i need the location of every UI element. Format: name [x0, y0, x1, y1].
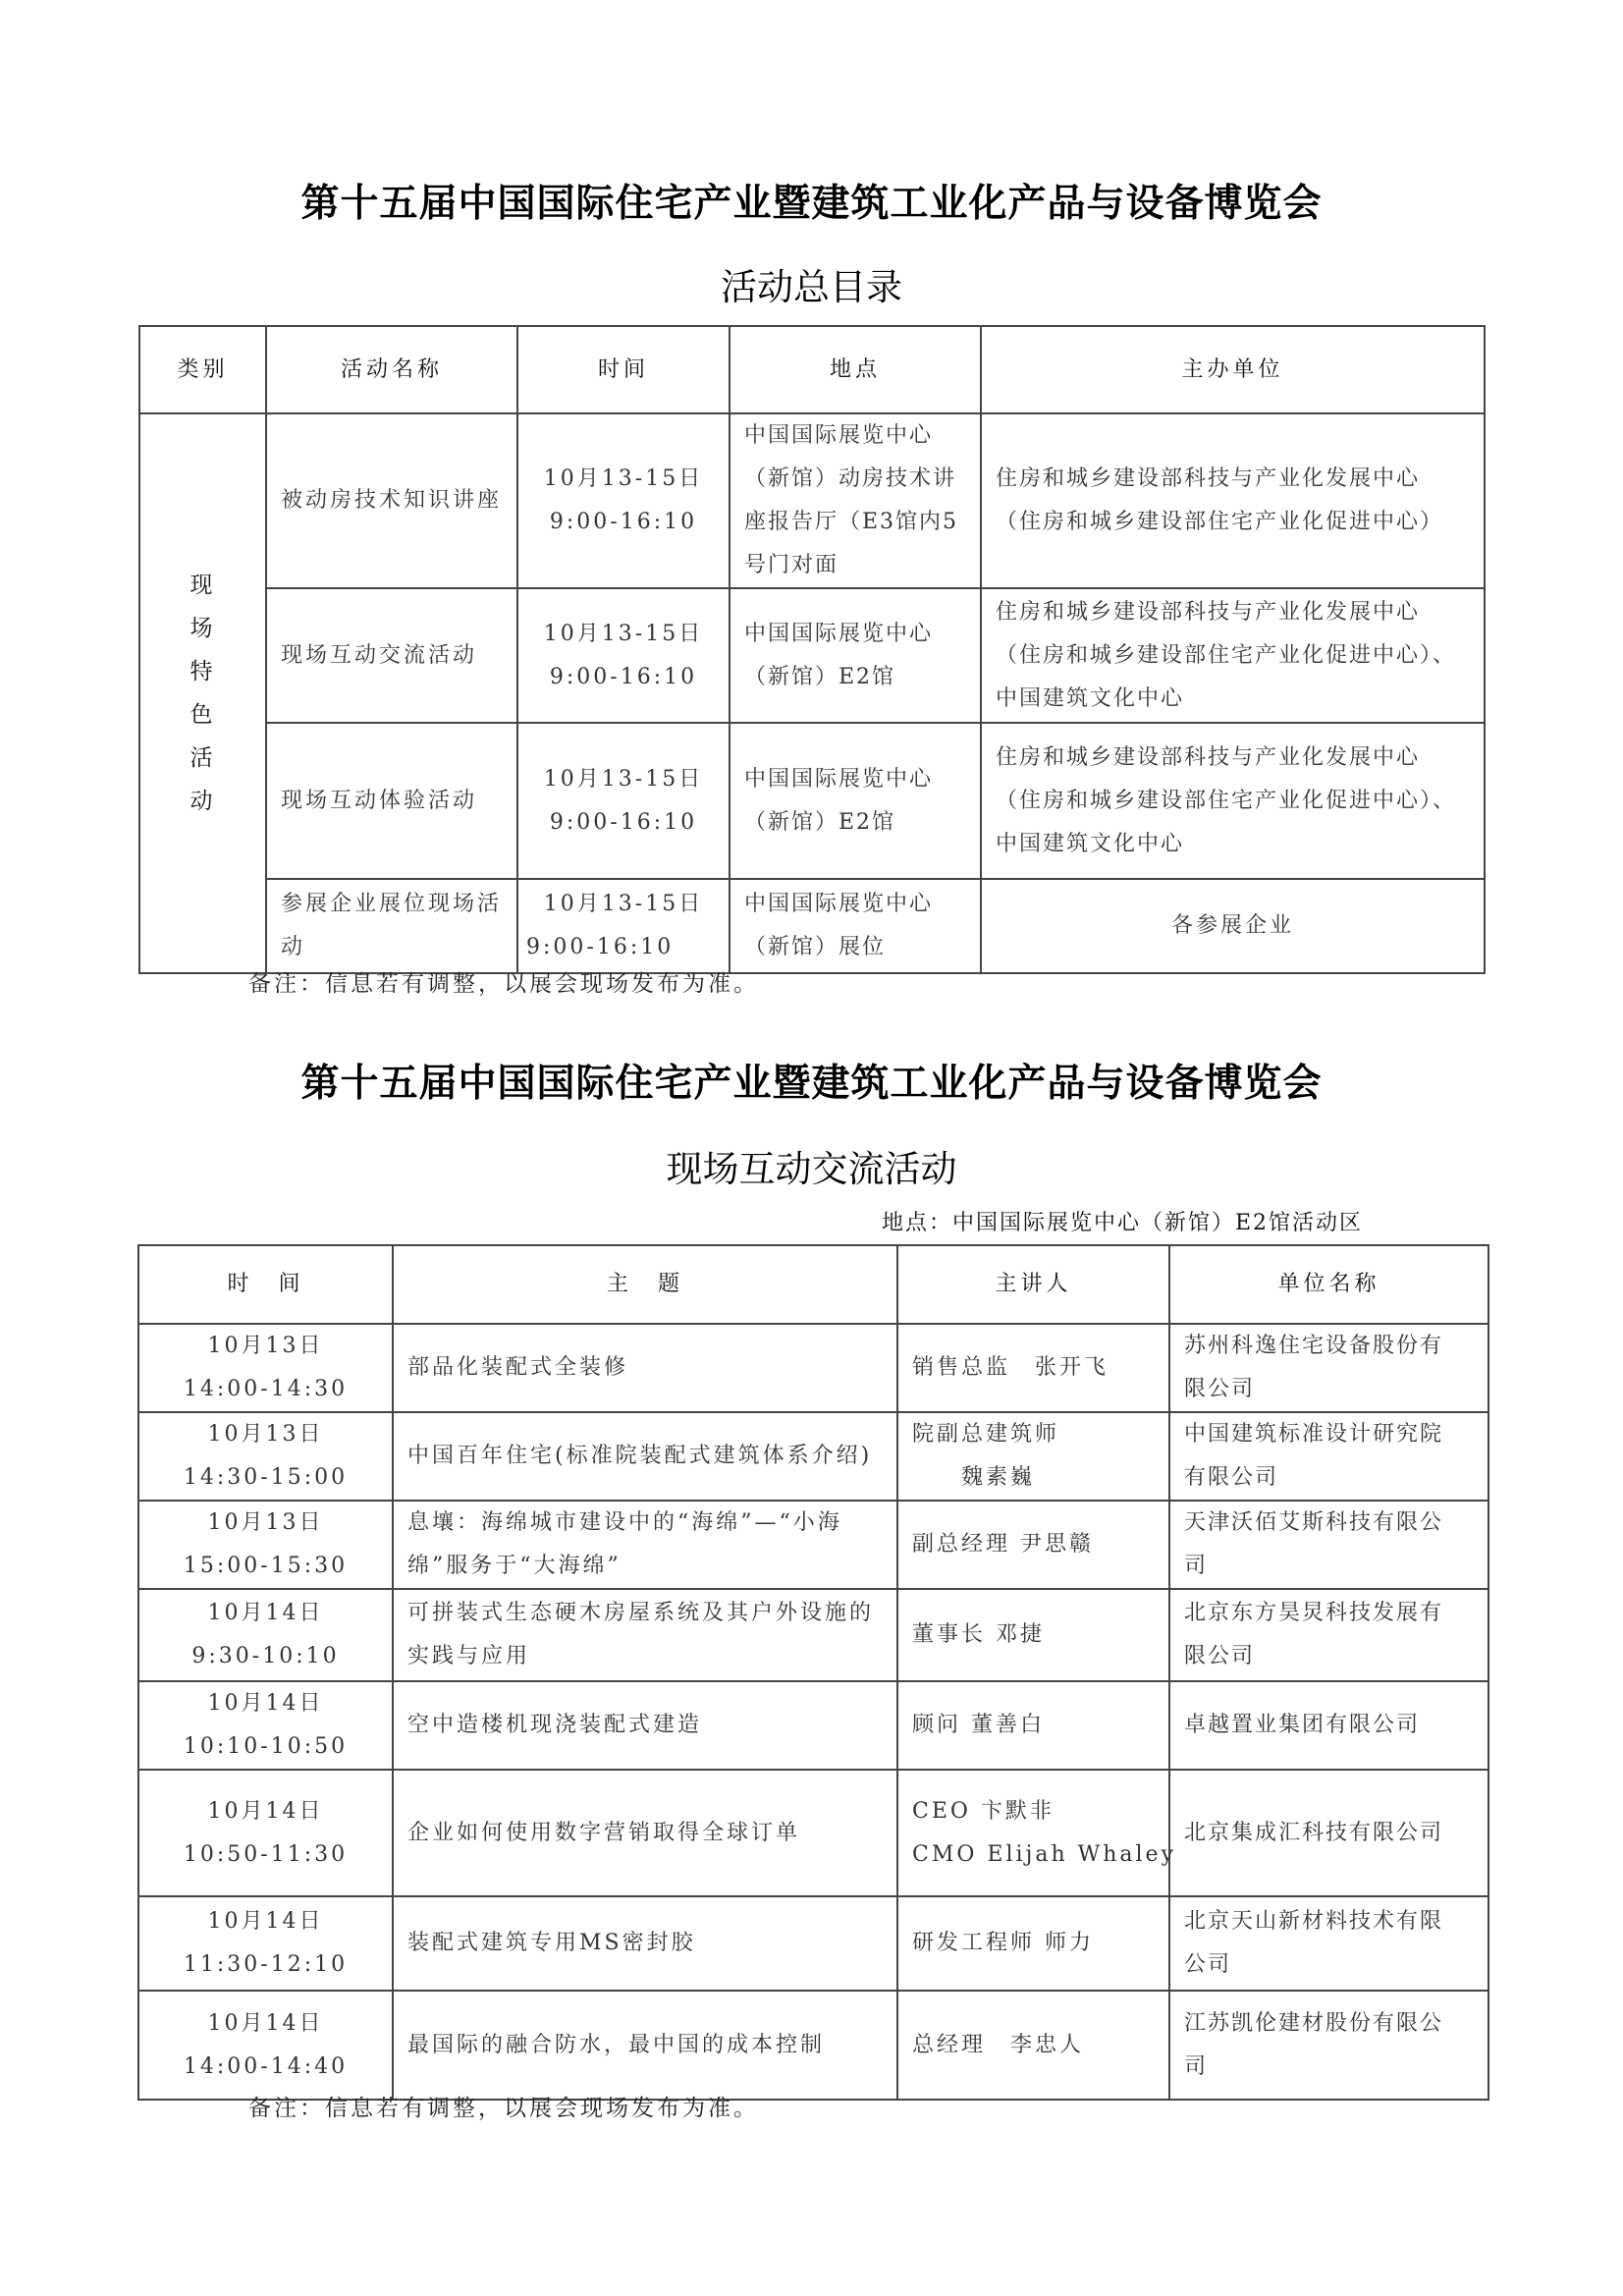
session-time-line: 15:00-15:30	[183, 1554, 349, 1578]
session-speaker-line: 院副总建筑师	[912, 1422, 1060, 1447]
table-row	[138, 1896, 1488, 1991]
host-line: 中国建筑文化中心	[996, 831, 1185, 856]
activity-place	[730, 413, 981, 588]
time-date: 10月13-15日	[543, 766, 704, 792]
session-organization-line: 限公司	[1184, 1377, 1256, 1401]
session-topic-line: 装配式建筑专用MS密封胶	[407, 1931, 696, 1955]
session-time	[138, 1770, 393, 1896]
session-speaker-line: 顾问 董善白	[912, 1713, 1045, 1737]
session-organization	[1169, 1991, 1488, 2100]
activity-host	[981, 413, 1485, 588]
host-line: 住房和城乡建设部科技与产业化发展中心	[996, 599, 1421, 625]
time-hours: 9:00-16:10	[526, 935, 675, 959]
name-line: 动	[281, 935, 306, 959]
category-char: 活	[189, 745, 216, 771]
session-time-line: 14:00-14:40	[183, 2053, 349, 2079]
session-speaker-line: 研发工程师 师力	[912, 1931, 1094, 1955]
session-time-line: 10月13日	[207, 1422, 324, 1447]
session-organization-line: 限公司	[1184, 1644, 1256, 1668]
name-line: 参展企业展位现场活	[281, 892, 503, 916]
session-speaker-line: CEO 卞默非	[912, 1798, 1055, 1824]
session-time-line: 10月14日	[207, 2010, 324, 2036]
session-time	[138, 1589, 393, 1681]
activity-place	[730, 588, 981, 723]
place-line: 座报告厅（E3馆内5	[744, 510, 959, 534]
table-header-row	[138, 1245, 1488, 1324]
host-line: 中国建筑文化中心	[996, 685, 1185, 711]
time-date: 10月13-15日	[543, 621, 704, 646]
category-cell	[139, 413, 266, 973]
place-line: （新馆）动房技术讲	[744, 466, 957, 491]
table-row	[138, 1589, 1488, 1681]
category-char: 动	[189, 789, 216, 814]
time-date: 10月13-15日	[543, 892, 704, 916]
session-topic-line: 息壤：海绵城市建设中的“海绵”—“小海	[407, 1510, 842, 1535]
time-date: 10月13-15日	[543, 466, 704, 491]
session-organization-line: 北京集成汇科技有限公司	[1184, 1820, 1444, 1845]
session-time-line: 10:50-11:30	[183, 1841, 349, 1867]
activity-catalog-table	[138, 325, 1486, 974]
header-host: 主办单位	[981, 326, 1485, 413]
session-organization	[1169, 1589, 1488, 1681]
activity-time	[517, 723, 730, 879]
host-line: （住房和城乡建设部住宅产业化促进中心）	[996, 510, 1444, 534]
session-topic	[393, 1412, 897, 1501]
activity-time	[517, 588, 730, 723]
session-organization-line: 江苏凯伦建材股份有限公	[1184, 2010, 1444, 2036]
table-row	[139, 879, 1485, 973]
activity-host	[981, 723, 1485, 879]
session-speaker	[897, 1501, 1169, 1589]
table-row	[139, 723, 1485, 879]
table-row	[138, 1501, 1488, 1589]
table-header-row	[139, 326, 1485, 413]
session-time	[138, 1896, 393, 1991]
place-line: 中国国际展览中心	[744, 621, 934, 646]
event-title: 第十五届中国国际住宅产业暨建筑工业化产品与设备博览会	[300, 1062, 1323, 1106]
time-hours: 9:00-16:10	[549, 809, 698, 835]
host-line: 住房和城乡建设部科技与产业化发展中心	[996, 744, 1421, 770]
session-topic-line: 可拼装式生态硬木房屋系统及其户外设施的	[407, 1601, 875, 1625]
session-topic-line: 企业如何使用数字营销取得全球订单	[407, 1820, 801, 1845]
session-organization	[1169, 1501, 1488, 1589]
session-organization-line: 公司	[1184, 1952, 1232, 1977]
session-topic-line: 实践与应用	[407, 1644, 531, 1668]
header-place: 地点	[730, 326, 981, 413]
session-speaker-line: 总经理 李忠人	[912, 2032, 1085, 2057]
session-speaker-line: 魏素巍	[961, 1465, 1036, 1490]
session-speaker	[897, 1681, 1169, 1770]
activity-name: 被动房技术知识讲座	[266, 413, 517, 588]
category-char: 特	[189, 659, 216, 684]
header-activity-name: 活动名称	[266, 326, 517, 413]
session-topic	[393, 1324, 897, 1412]
session-organization-line: 北京东方昊炅科技发展有	[1184, 1601, 1444, 1625]
host-line: （住房和城乡建设部住宅产业化促进中心）、	[996, 788, 1457, 813]
session-time-line: 10月13日	[207, 1334, 324, 1358]
place-line: （新馆）E2馆	[744, 664, 896, 689]
activity-place	[730, 879, 981, 973]
table-row	[138, 1991, 1488, 2100]
session-time	[138, 1412, 393, 1501]
session-topic	[393, 1896, 897, 1991]
session-organization	[1169, 1770, 1488, 1896]
activity-name: 现场互动交流活动	[266, 588, 517, 723]
location-text: 地点：中国国际展览中心（新馆）E2馆活动区	[882, 1211, 1364, 1235]
session-time-line: 10月14日	[207, 1909, 324, 1934]
category-char: 色	[189, 702, 216, 728]
session-time-line: 14:00-14:30	[183, 1377, 349, 1401]
time-hours: 9:00-16:10	[549, 510, 698, 534]
header-time: 时间	[517, 326, 730, 413]
header-topic: 主 题	[393, 1245, 897, 1324]
session-organization-line: 北京天山新材料技术有限	[1184, 1909, 1444, 1934]
session-topic	[393, 1770, 897, 1896]
session-speaker-line: CMO Elijah Whaley	[912, 1841, 1177, 1867]
session-organization-line: 有限公司	[1184, 1465, 1279, 1490]
activity-host	[981, 588, 1485, 723]
table-row	[138, 1681, 1488, 1770]
session-time-line: 10月14日	[207, 1798, 324, 1824]
session-subtitle: 现场互动交流活动	[666, 1148, 957, 1190]
activity-place	[730, 723, 981, 879]
session-topic	[393, 1501, 897, 1589]
session-organization	[1169, 1324, 1488, 1412]
session-speaker-line: 副总经理 尹思赣	[912, 1532, 1094, 1557]
activity-host	[981, 879, 1485, 973]
session-topic	[393, 1681, 897, 1770]
session-topic-line: 空中造楼机现浇装配式建造	[407, 1713, 703, 1737]
activity-time	[517, 413, 730, 588]
session-speaker-line: 销售总监 张开飞	[912, 1355, 1109, 1380]
header-category: 类别	[139, 326, 266, 413]
session-organization-line: 中国建筑标准设计研究院	[1184, 1422, 1444, 1447]
place-line: 中国国际展览中心	[744, 423, 934, 448]
session-organization	[1169, 1896, 1488, 1991]
session-time	[138, 1324, 393, 1412]
time-hours: 9:00-16:10	[549, 664, 698, 689]
activity-name	[266, 879, 517, 973]
session-topic-line: 中国百年住宅(标准院装配式建筑体系介绍)	[407, 1444, 873, 1468]
session-speaker	[897, 1770, 1177, 1896]
category-char: 场	[189, 616, 216, 641]
session-time-line: 14:30-15:00	[183, 1465, 349, 1490]
session-topic	[393, 1589, 897, 1681]
place-line: 中国国际展览中心	[744, 766, 934, 792]
session-organization-line: 司	[1184, 2053, 1209, 2079]
activity-name: 现场互动体验活动	[266, 723, 517, 879]
header-speaker: 主讲人	[897, 1245, 1169, 1324]
session-topic-line: 最国际的融合防水，最中国的成本控制	[407, 2032, 826, 2057]
session-speaker	[897, 1324, 1169, 1412]
session-organization-line: 卓越置业集团有限公司	[1184, 1713, 1421, 1737]
activity-time	[517, 879, 730, 973]
session-organization-line: 司	[1184, 1554, 1209, 1578]
table-row	[139, 588, 1485, 723]
session-time-line: 11:30-12:10	[183, 1952, 349, 1977]
session-speaker	[897, 1896, 1169, 1991]
table-row	[138, 1324, 1488, 1412]
session-time	[138, 1681, 393, 1770]
session-speaker	[897, 1412, 1169, 1501]
place-line: （新馆）E2馆	[744, 809, 896, 835]
header-time: 时 间	[138, 1245, 393, 1324]
session-organization	[1169, 1681, 1488, 1770]
place-line: 号门对面	[744, 553, 839, 577]
session-time-line: 9:30-10:10	[191, 1644, 340, 1668]
place-line: 中国国际展览中心	[744, 892, 934, 916]
session-time	[138, 1501, 393, 1589]
session-speaker	[897, 1991, 1169, 2100]
session-speaker-line: 董事长 邓捷	[912, 1622, 1045, 1647]
host-line: 住房和城乡建设部科技与产业化发展中心	[996, 466, 1421, 491]
table-row	[138, 1770, 1488, 1896]
session-topic-line: 绵”服务于“大海绵”	[407, 1554, 622, 1578]
category-char: 现	[189, 573, 216, 598]
host-line: （住房和城乡建设部住宅产业化促进中心）、	[996, 642, 1457, 668]
session-organization-line: 天津沃佰艾斯科技有限公	[1184, 1510, 1444, 1535]
session-speaker	[897, 1589, 1169, 1681]
session-organization-line: 苏州科逸住宅设备股份有	[1184, 1334, 1444, 1358]
place-line: （新馆）展位	[744, 935, 887, 959]
header-organization: 单位名称	[1169, 1245, 1488, 1324]
session-time-line: 10月14日	[207, 1691, 324, 1716]
note-text: 备注：信息若有调整，以展会现场发布为准。	[248, 971, 759, 997]
session-topic	[393, 1991, 897, 2100]
session-schedule-table	[137, 1244, 1489, 2101]
session-time-line: 10月13日	[207, 1510, 324, 1535]
note-text: 备注：信息若有调整，以展会现场发布为准。	[248, 2096, 759, 2121]
session-time-line: 10月14日	[207, 1601, 324, 1625]
session-organization	[1169, 1412, 1488, 1501]
catalog-subtitle: 活动总目录	[721, 266, 902, 308]
session-time-line: 10:10-10:50	[183, 1734, 349, 1759]
event-title: 第十五届中国国际住宅产业暨建筑工业化产品与设备博览会	[300, 182, 1323, 226]
table-row	[139, 413, 1485, 588]
table-row	[138, 1412, 1488, 1501]
session-topic-line: 部品化装配式全装修	[407, 1355, 629, 1380]
host-line: 各参展企业	[1170, 913, 1294, 938]
session-time	[138, 1991, 393, 2100]
